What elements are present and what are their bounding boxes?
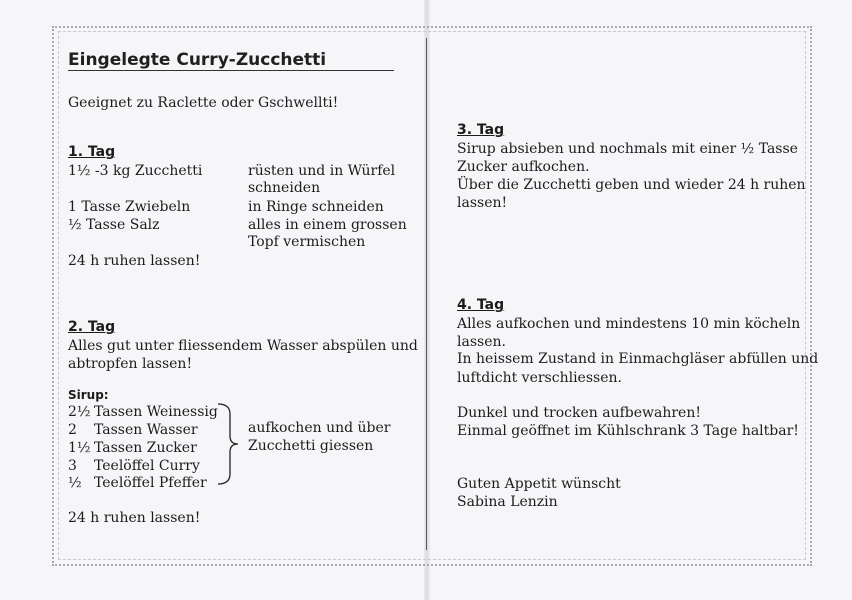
sirup-qty: 2½ <box>68 404 91 420</box>
day1-instruction-1: rüsten und in Würfel <box>248 163 396 179</box>
sirup-qty: 1½ <box>68 440 91 456</box>
center-divider <box>426 38 427 550</box>
day4-line-4: luftdicht verschliessen. <box>457 370 622 386</box>
signature-name: Sabina Lenzin <box>457 494 558 510</box>
sirup-item: Teelöffel Curry <box>94 458 200 474</box>
title-underline <box>68 70 394 71</box>
day3-heading: 3. Tag <box>457 122 505 138</box>
day1-instruction-4: alles in einem grossen <box>248 217 407 233</box>
day4-line-2: lassen. <box>457 334 506 350</box>
day1-instruction-3: in Ringe schneiden <box>248 199 384 215</box>
closing-line-1: Guten Appetit wünscht <box>457 476 621 492</box>
sirup-item: Tassen Weinessig <box>94 404 218 420</box>
curly-brace-icon <box>216 402 242 486</box>
day3-line-1: Sirup absieben und nochmals mit einer ½ Tasse <box>457 141 798 157</box>
intro-text: Geeignet zu Raclette oder Gschwellti! <box>68 95 339 111</box>
day1-ingredient-1: 1½ -3 kg Zucchetti <box>68 163 203 179</box>
sirup-heading: Sirup: <box>68 388 109 402</box>
day1-instruction-5: Topf vermischen <box>248 234 366 250</box>
day4-line-3: In heissem Zustand in Einmachgläser abfüllen und <box>457 351 819 367</box>
day3-line-4: lassen! <box>457 195 508 211</box>
sirup-item: Tassen Zucker <box>94 440 197 456</box>
day4-line-5: Dunkel und trocken aufbewahren! <box>457 405 701 421</box>
sirup-item: Teelöffel Pfeffer <box>94 475 207 491</box>
day3-line-3: Über die Zucchetti geben und wieder 24 h ruhen <box>457 177 806 193</box>
day1-instruction-2: schneiden <box>248 180 321 196</box>
sirup-qty: 3 <box>68 458 77 474</box>
day4-line-6: Einmal geöffnet im Kühlschrank 3 Tage haltbar! <box>457 423 799 439</box>
recipe-title: Eingelegte Curry-Zucchetti <box>68 50 327 70</box>
day1-ingredient-2: 1 Tasse Zwiebeln <box>68 199 191 215</box>
sirup-item: Tassen Wasser <box>94 422 198 438</box>
day1-rest: 24 h ruhen lassen! <box>68 253 201 269</box>
sirup-instruction-2: Zucchetti giessen <box>248 438 374 454</box>
day1-heading: 1. Tag <box>68 144 116 160</box>
day2-line-1: Alles gut unter fliessendem Wasser abspülen und <box>68 338 418 354</box>
day2-line-2: abtropfen lassen! <box>68 356 193 372</box>
day2-rest: 24 h ruhen lassen! <box>68 510 201 526</box>
sirup-instruction-1: aufkochen und über <box>248 420 391 436</box>
day4-heading: 4. Tag <box>457 297 505 313</box>
day1-ingredient-3: ½ Tasse Salz <box>68 217 160 233</box>
day4-line-1: Alles aufkochen und mindestens 10 min köcheln <box>457 316 801 332</box>
day3-line-2: Zucker aufkochen. <box>457 159 590 175</box>
sirup-qty: 2 <box>68 422 77 438</box>
day2-heading: 2. Tag <box>68 319 116 335</box>
sirup-qty: ½ <box>68 475 82 491</box>
